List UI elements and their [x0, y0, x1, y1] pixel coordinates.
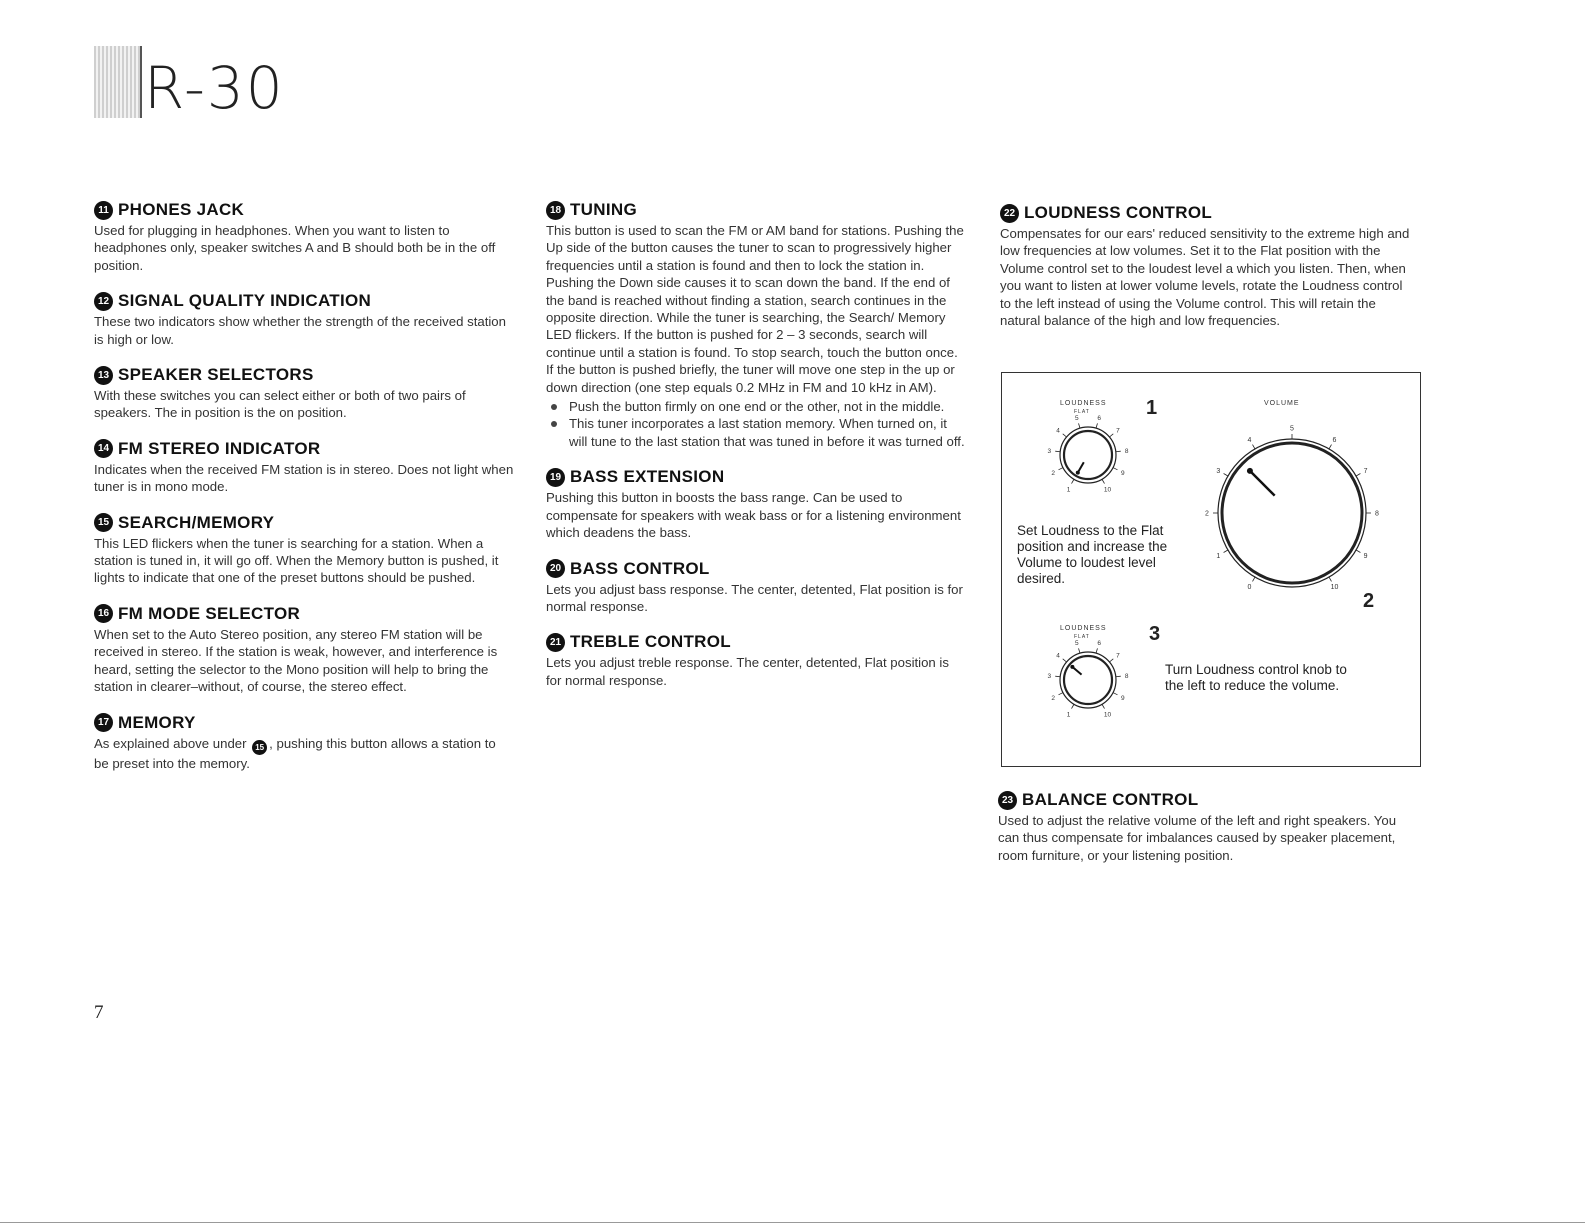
knob-tick-label: 5	[1075, 415, 1079, 423]
item-number-badge: 12	[94, 292, 113, 311]
section-title: BASS EXTENSION	[570, 467, 725, 487]
knob-tick-label: 2	[1051, 695, 1055, 703]
item-number-badge: 18	[546, 201, 565, 220]
list-item: This tuner incorporates a last station memory. When turned on, it will tune to the last station that was tuned in before it was turned off.	[546, 415, 966, 450]
loudness-knob-step3-icon	[1038, 638, 1138, 728]
knob-tick-label: 5	[1075, 640, 1079, 648]
knob-tick-label: 4	[1247, 436, 1252, 444]
step1-caption: Set Loudness to the Flat position and increase the Volume to loudest level desired.	[1017, 523, 1168, 586]
knob-tick-label: 2	[1205, 510, 1209, 518]
section-body: This button is used to scan the FM or AM band for stations. Pushing the Up side of the button causes the tuner to scan to progressively higher frequencies until a station is found and then to lock the station in. Pushing the Down side causes it to scan down the band. If the end of the band is reached without finding a station, search continues in the opposite direction. While the tuner is searching, the Search/ Memory LED flickers. If the button is pushed for 2 – 3 seconds, search will continue until a station is found. To stop search, touch the button once. If the button is pushed briefly, the tuner will move one step in the up or down direction (one step equals 0.2 MHz in FM and 10 kHz in AM).	[546, 223, 964, 395]
section-title: SEARCH/MEMORY	[118, 512, 275, 532]
section-body: When set to the Auto Stereo position, any stereo FM station will be received in stereo. If the station is weak, however, and interference is heard, setting the selector to the Mono position will help to bring the station in clearer–without, of course, the stereo effect.	[94, 626, 498, 695]
section-tuning	[546, 200, 966, 450]
knob-tick-label: 9	[1121, 695, 1125, 703]
flat-label: FLAT	[1074, 634, 1090, 640]
knob-tick-label: 10	[1103, 486, 1112, 494]
section-body: This LED flickers when the tuner is searching for a station. When a station is tuned in, it will go off. When the Memory button is pushed, it lights to indicate that one of the preset buttons should be pushed.	[94, 535, 499, 586]
section-search-memory	[94, 513, 514, 587]
knob-tick-label: 7	[1116, 652, 1120, 660]
section-body: Used to adjust the relative volume of the left and right speakers. You can thus compensate for imbalances caused by speaker placement, room furniture, or your listening position.	[998, 813, 1397, 863]
section-body: As explained above under 15 , pushing this button allows a station to be preset into the memory.	[94, 735, 496, 771]
loudness-knob-step1-icon	[1038, 413, 1138, 503]
page-edge	[0, 1222, 1585, 1223]
item-number-badge: 23	[998, 791, 1017, 810]
section-title: FM STEREO INDICATOR	[118, 438, 321, 458]
section-body: Indicates when the received FM station is in stereo. Does not light when tuner is in mono mode.	[94, 461, 514, 495]
knob-tick-label: 0	[1247, 584, 1252, 592]
item-number-badge: 15	[94, 513, 113, 532]
knob-tick-label: 8	[1124, 672, 1129, 680]
section-fm-mode-selector	[94, 604, 514, 696]
section-body: Used for plugging in headphones. When you want to listen to headphones only, speaker switches A and B should both be in the off position.	[94, 223, 496, 273]
item-number-badge: 11	[94, 201, 113, 220]
loudness-knob-label: LOUDNESS	[1060, 400, 1107, 407]
knob-tick-label: 6	[1097, 415, 1101, 423]
knob-tick-label: 8	[1375, 510, 1379, 518]
section-body: These two indicators show whether the strength of the received station is high or low.	[94, 314, 506, 347]
knob-tick-label: 8	[1124, 447, 1129, 455]
section-body: With these switches you can select either or both of two pairs of speakers. The in position is the on position.	[94, 388, 466, 421]
section-body: Pushing this button in boosts the bass range. Can be used to compensate for speakers with weak bass or for a listening environment which deadens the bass.	[546, 490, 961, 541]
section-title: BASS CONTROL	[570, 558, 710, 578]
knob-tick-label: 3	[1047, 447, 1052, 455]
knob-tick-label: 10	[1103, 711, 1112, 719]
section-signal-quality	[94, 291, 514, 348]
item-number-badge: 14	[94, 439, 113, 458]
loudness-volume-figure	[1001, 372, 1421, 767]
step-number: 2	[1363, 590, 1375, 612]
section-bass-control	[546, 559, 966, 616]
knob-tick-label: 1	[1066, 486, 1071, 494]
knob-tick-label: 9	[1363, 553, 1368, 560]
section-treble-control	[546, 632, 966, 689]
section-title: PHONES JACK	[118, 200, 245, 219]
step3-caption: Turn Loudness control knob to the left to reduce the volume.	[1165, 662, 1347, 693]
knob-tick-label: 3	[1216, 468, 1221, 475]
volume-knob-icon	[1192, 413, 1392, 613]
knob-tick-label: 10	[1330, 584, 1339, 592]
knob-tick-label: 1	[1066, 711, 1071, 719]
knob-tick-label: 5	[1290, 425, 1294, 433]
knob-tick-label: 9	[1121, 470, 1125, 478]
section-title: SPEAKER SELECTORS	[118, 365, 314, 385]
section-balance-control	[998, 790, 1408, 864]
step-number: 1	[1146, 397, 1158, 419]
section-title: FM MODE SELECTOR	[118, 603, 301, 623]
knob-tick-label: 6	[1097, 640, 1101, 648]
section-speaker-selectors	[94, 365, 514, 422]
knob-tick-label: 6	[1332, 436, 1337, 444]
section-body: Compensates for our ears' reduced sensitivity to the extreme high and low frequencies at low volumes. Set it to the Flat position with the Volume control set to the loudest level a which you listen. Then, when you want to listen at lower volume levels, rotate the Loudness control to the left instead of using the Volume control. This will retain the natural balance of the high and low frequencies.	[1000, 226, 1410, 329]
section-bass-extension	[546, 467, 966, 541]
loudness-knob-label: LOUDNESS	[1060, 625, 1107, 632]
column-2	[546, 200, 966, 706]
section-fm-stereo-indicator	[94, 439, 514, 496]
flat-label: FLAT	[1074, 409, 1090, 415]
item-number-badge: 20	[546, 559, 565, 578]
column-1	[94, 200, 514, 789]
item-number-badge: 13	[94, 366, 113, 385]
reference-badge: 15	[252, 740, 267, 755]
section-body: Lets you adjust bass response. The center, detented, Flat position is for normal response.	[546, 581, 963, 614]
knob-tick-label: 4	[1056, 427, 1060, 435]
item-number-badge: 16	[94, 604, 113, 623]
column-3	[1000, 203, 1410, 346]
list-item: Push the button firmly on one end or the other, not in the middle.	[546, 398, 966, 415]
section-title: BALANCE CONTROL	[1022, 790, 1199, 809]
section-memory	[94, 713, 514, 773]
section-title: TUNING	[570, 200, 637, 219]
item-number-badge: 21	[546, 633, 565, 652]
logo-block	[94, 46, 142, 118]
knob-tick-label: 7	[1363, 468, 1368, 475]
item-number-badge: 17	[94, 713, 113, 732]
knob-tick-label: 7	[1116, 427, 1120, 435]
section-title: MEMORY	[118, 712, 196, 732]
section-title: SIGNAL QUALITY INDICATION	[118, 291, 372, 311]
section-title: LOUDNESS CONTROL	[1024, 203, 1213, 222]
section-body: Lets you adjust treble response. The center, detented, Flat position is for normal response.	[546, 655, 949, 688]
knob-tick-label: 1	[1216, 553, 1221, 560]
item-number-badge: 22	[1000, 204, 1019, 223]
section-title: TREBLE CONTROL	[570, 632, 731, 652]
item-number-badge: 19	[546, 468, 565, 487]
volume-knob-label: VOLUME	[1264, 400, 1300, 407]
knob-tick-label: 2	[1051, 470, 1055, 478]
model-logo	[94, 42, 285, 122]
knob-tick-label: 3	[1047, 672, 1052, 680]
model-title: R-30	[144, 54, 285, 122]
tuning-notes	[546, 398, 966, 450]
page-number: 7	[94, 1002, 104, 1023]
step-number: 3	[1149, 623, 1161, 645]
knob-tick-label: 4	[1056, 652, 1060, 660]
section-loudness-control	[1000, 203, 1410, 329]
section-phones-jack	[94, 200, 514, 274]
